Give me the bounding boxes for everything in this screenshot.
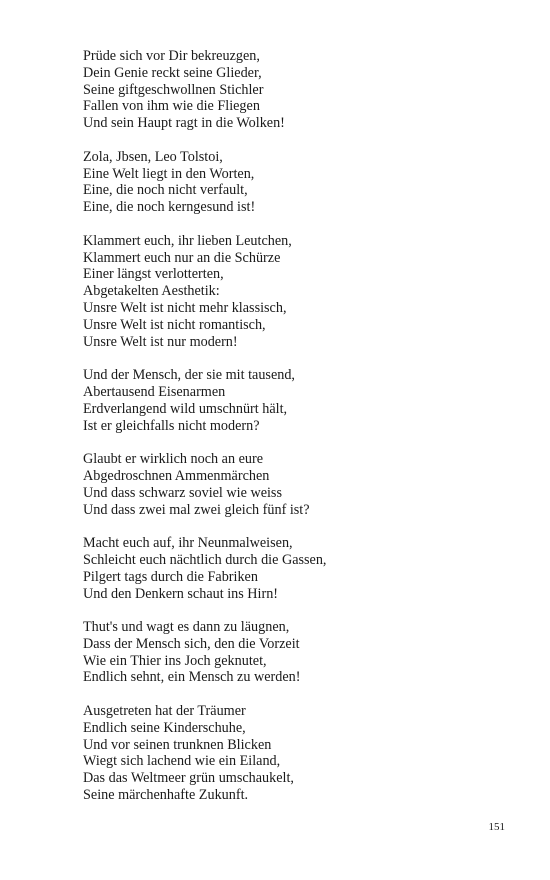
poem-stanza	[83, 451, 523, 518]
poem-line: Klammert euch, ihr lieben Leutchen,	[83, 232, 292, 249]
poem-stanza	[83, 149, 523, 216]
poem-line: Macht euch auf, ihr Neunmalweisen,	[83, 535, 293, 552]
poem-line: Abgetakelten Aesthetik:	[83, 283, 220, 300]
poem-line: Einer längst verlotterten,	[83, 266, 224, 283]
poem-line: Und dass zwei mal zwei gleich fünf ist?	[83, 501, 310, 518]
poem-line: Prüde sich vor Dir bekreuzgen,	[83, 48, 260, 64]
poem-line: Endlich sehnt, ein Mensch zu werden!	[83, 669, 301, 686]
poem-line: Und sein Haupt ragt in die Wolken!	[83, 115, 285, 132]
poem-line: Pilgert tags durch die Fabriken	[83, 568, 258, 585]
poem-line: Wiegt sich lachend wie ein Eiland,	[83, 753, 281, 770]
poem-line: Klammert euch nur an die Schürze	[83, 249, 281, 266]
poem-line: Glaubt er wirklich noch an eure	[83, 451, 264, 468]
poem-line: Eine Welt liegt in den Worten,	[83, 165, 255, 182]
poem-line: Endlich seine Kinderschuhe,	[83, 719, 246, 736]
poem-line: Unsre Welt ist nicht romantisch,	[83, 316, 266, 333]
poem-line: Dein Genie reckt seine Glieder,	[83, 64, 262, 81]
poem-line: Und dass schwarz soviel wie weiss	[83, 484, 282, 501]
poem-line: Unsre Welt ist nicht mehr klassisch,	[83, 299, 287, 316]
poem-line: Seine märchenhafte Zukunft.	[83, 787, 249, 804]
poem-line: Eine, die noch kerngesund ist!	[83, 199, 256, 216]
poem-line: Thut's und wagt es dann zu läugnen,	[83, 619, 290, 636]
poem-line: Fallen von ihm wie die Fliegen	[83, 98, 260, 115]
poem-line: Ausgetreten hat der Träumer	[83, 703, 246, 720]
poem-line: Eine, die noch nicht verfault,	[83, 182, 248, 199]
poem-line: Zola, Jbsen, Leo Tolstoi,	[83, 148, 223, 165]
poem-line: Erdverlangend wild umschnürt hält,	[83, 400, 288, 417]
poem-stanza	[83, 367, 523, 434]
poem-line: Und vor seinen trunknen Blicken	[83, 736, 272, 753]
poem-line: Wie ein Thier ins Joch geknutet,	[83, 652, 267, 669]
poem-line: Und der Mensch, der sie mit tausend,	[83, 367, 295, 384]
poem-line: Dass der Mensch sich, den die Vorzeit	[83, 635, 300, 652]
poem-line: Und den Denkern schaut ins Hirn!	[83, 585, 279, 602]
poem-line: Das das Weltmeer grün umschaukelt,	[83, 770, 294, 787]
poem-line: Abgedroschnen Ammenmärchen	[83, 467, 270, 484]
poem-line: Schleicht euch nächtlich durch die Gassen,	[83, 551, 327, 568]
poem-line: Ist er gleichfalls nicht modern?	[83, 417, 260, 434]
poem-text	[83, 48, 523, 821]
poem-line: Unsre Welt ist nur modern!	[83, 333, 238, 350]
poem-stanza	[83, 233, 523, 351]
poem-stanza	[83, 703, 523, 804]
poem-line: Seine giftgeschwollnen Stichler	[83, 81, 264, 98]
poem-stanza	[83, 619, 523, 686]
poem-stanza	[83, 48, 523, 132]
poem-stanza	[83, 535, 523, 602]
page-number: 151	[488, 821, 505, 833]
poem-line: Abertausend Eisenarmen	[83, 383, 226, 400]
